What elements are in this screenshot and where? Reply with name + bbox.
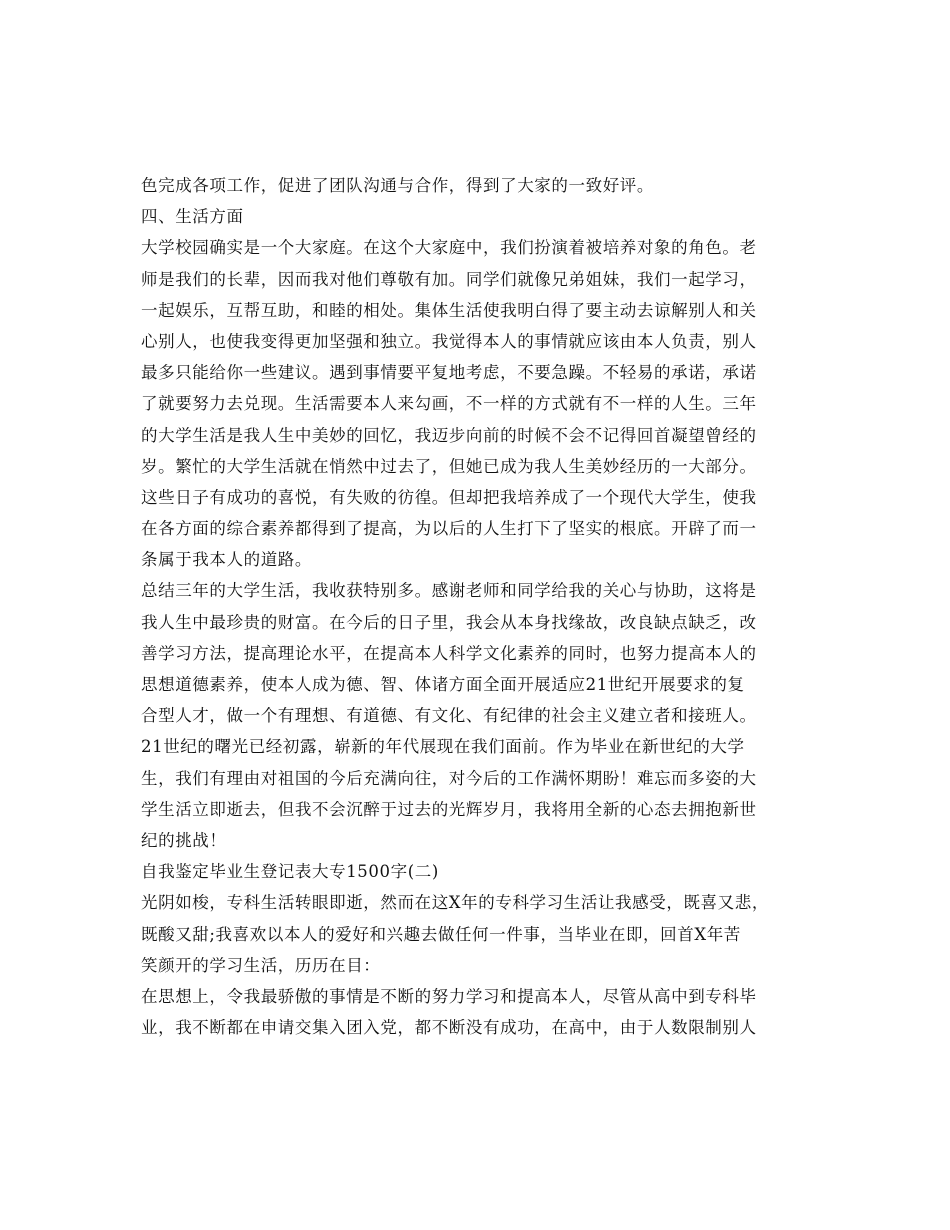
- text-line: 这些日子有成功的喜悦，有失败的彷徨。但却把我培养成了一个现代大学生，使我: [141, 487, 757, 507]
- text-line: 了就要努力去兑现。生活需要本人来勾画，不一样的方式就有不一样的人生。三年: [141, 394, 757, 414]
- text-line: 思想道德素养，使本人成为德、智、体诸方面全面开展适应21世纪开展要求的复: [141, 675, 745, 694]
- section-heading: 四、生活方面: [141, 207, 244, 227]
- text-line: 笑颜开的学习生活，历历在目：: [141, 955, 381, 975]
- text-line: 心别人，也使我变得更加坚强和独立。我觉得本人的事情就应该由本人负责，别人: [141, 331, 757, 351]
- text-line: 大学校园确实是一个大家庭。在这个大家庭中，我们扮演着被培养对象的角色。老: [141, 238, 757, 258]
- text-line: 既酸又甜;我喜欢以本人的爱好和兴趣去做任何一件事，当毕业在即，回首X年苦: [141, 924, 741, 944]
- text-line: 纪的挑战！: [141, 830, 227, 850]
- text-line: 的大学生活是我人生中美妙的回忆，我迈步向前的时候不会不记得回首凝望曾经的: [141, 425, 757, 445]
- text-line: 学生活立即逝去，但我不会沉醉于过去的光辉岁月，我将用全新的心态去拥抱新世: [141, 799, 757, 819]
- text-line: 善学习方法，提高理论水平，在提高本人科学文化素养的同时，也努力提高本人的: [141, 643, 757, 663]
- text-line: 最多只能给你一些建议。遇到事情要平复地考虑，不要急躁。不轻易的承诺，承诺: [141, 363, 757, 383]
- text-line: 在各方面的综合素养都得到了提高，为以后的人生打下了坚实的根底。开辟了而一: [141, 519, 757, 539]
- text-line: 业，我不断都在申请交集入团入党，都不断没有成功，在高中，由于人数限制别人: [141, 1018, 757, 1038]
- text-line: 21世纪的曙光已经初露，崭新的年代展现在我们面前。作为毕业在新世纪的大学: [141, 737, 745, 757]
- text-line: 岁。繁忙的大学生活就在悄然中过去了，但她已成为我人生美妙经历的一大部分。: [141, 456, 757, 476]
- document-body-text: [141, 170, 821, 1043]
- text-line: 合型人才，做一个有理想、有道德、有文化、有纪律的社会主义建立者和接班人。: [141, 706, 757, 726]
- text-line: 在思想上，令我最骄傲的事情是不断的努力学习和提高本人，尽管从高中到专科毕: [141, 986, 757, 1006]
- text-line: 色完成各项工作，促进了团队沟通与合作，得到了大家的一致好评。: [141, 176, 654, 195]
- text-line: 总结三年的大学生活，我收获特别多。感谢老师和同学给我的关心与协助，这将是: [141, 581, 757, 601]
- text-line: 光阴如梭，专科生活转眼即逝，然而在这X年的专科学习生活让我感受，既喜又悲，: [141, 893, 769, 913]
- text-line: 我人生中最珍贵的财富。在今后的日子里，我会从本身找缘故，改良缺点缺乏，改: [141, 612, 757, 632]
- text-line: 生，我们有理由对祖国的今后充满向往，对今后的工作满怀期盼！难忘而多姿的大: [141, 768, 757, 788]
- section-title: 自我鉴定毕业生登记表大专1500字(二): [141, 862, 439, 882]
- text-line: 条属于我本人的道路。: [141, 550, 312, 570]
- text-line: 一起娱乐，互帮互助，和睦的相处。集体生活使我明白得了要主动去谅解别人和关: [141, 300, 757, 320]
- text-line: 师是我们的长辈，因而我对他们尊敬有加。同学们就像兄弟姐妹，我们一起学习，: [141, 269, 757, 289]
